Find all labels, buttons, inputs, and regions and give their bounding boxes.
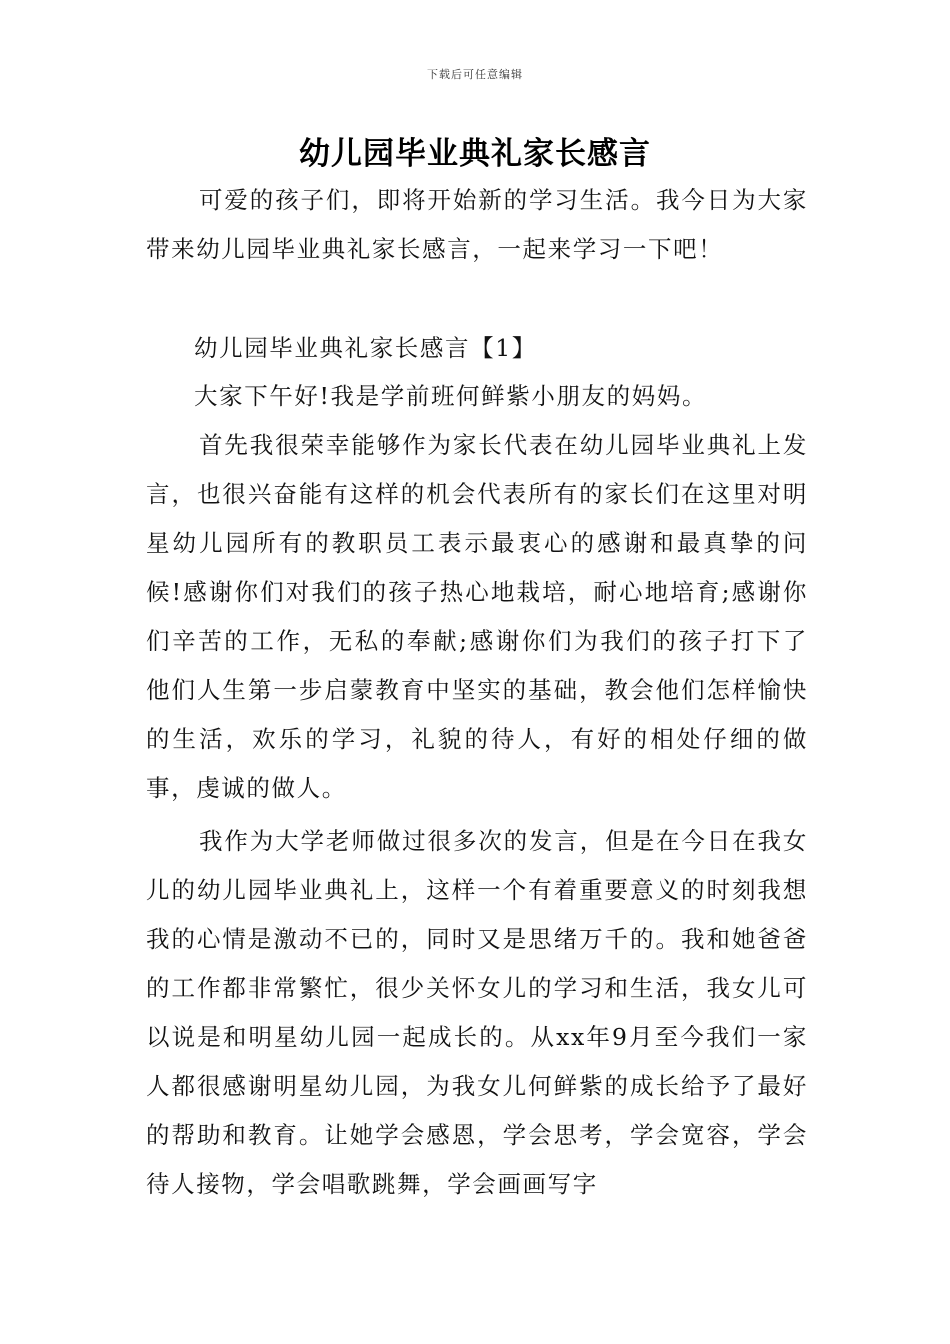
intro-paragraph: 可爱的孩子们，即将开始新的学习生活。我今日为大家带来幼儿园毕业典礼家长感言，一起来学习一下吧！	[146, 186, 808, 263]
header-note: 下载后可任意编辑	[427, 68, 523, 81]
greeting-paragraph: 大家下午好!我是学前班何鲜紫小朋友的妈妈。	[194, 382, 708, 410]
section-heading: 幼儿园毕业典礼家长感言【1】	[194, 334, 537, 362]
body-paragraph: 我作为大学老师做过很多次的发言，但是在今日在我女儿的幼儿园毕业典礼上，这样一个有着重要意义的时刻我想我的心情是激动不已的，同时又是思绪万千的。我和她爸爸的工作都非常繁忙，很少关怀女儿的学习和生活，我女儿可以说是和明星幼儿园一起成长的。从xx年9月至今我们一家人都很感谢明星幼儿园，为我女儿何鲜紫的成长给予了最好的帮助和教育。让她学会感恩，学会思考，学会宽容，学会待人接物，学会唱歌跳舞，学会画画写字	[146, 827, 808, 1198]
body-paragraph: 首先我很荣幸能够作为家长代表在幼儿园毕业典礼上发言，也很兴奋能有这样的机会代表所有的家长们在这里对明星幼儿园所有的教职员工表示最衷心的感谢和最真挚的问候!感谢你们对我们的孩子热心地栽培，耐心地培育;感谢你们辛苦的工作，无私的奉献;感谢你们为我们的孩子打下了他们人生第一步启蒙教育中坚实的基础，教会他们怎样愉快的生活，欢乐的学习，礼貌的待人，有好的相处仔细的做事，虔诚的做人。	[146, 431, 808, 802]
document-title: 幼儿园毕业典礼家长感言	[299, 136, 651, 172]
